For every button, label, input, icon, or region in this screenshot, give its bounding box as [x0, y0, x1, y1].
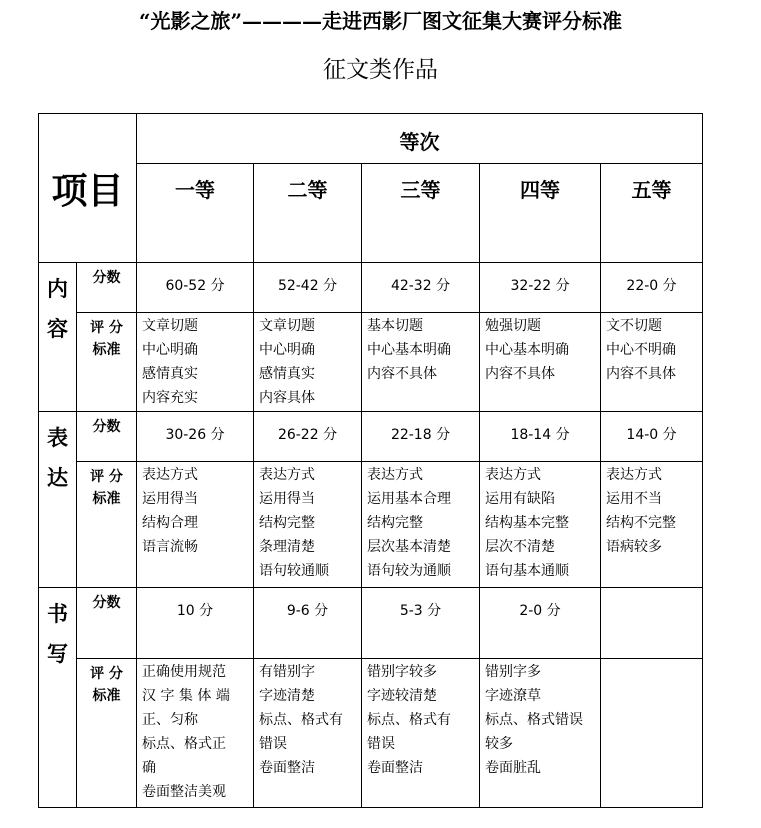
- criteria-line: 结构基本完整: [485, 515, 570, 531]
- criteria-line: 运用不当: [606, 491, 663, 507]
- criteria-line: 文章切题: [259, 318, 316, 334]
- criteria-cell: [137, 659, 254, 808]
- criteria-line: 正确使用规范: [142, 664, 227, 680]
- criteria-line: 表达方式: [142, 467, 199, 483]
- level-header: 五等: [601, 164, 703, 263]
- criteria-line: 感情真实: [142, 366, 199, 382]
- category-char: 书: [47, 601, 68, 626]
- criteria-line: 表达方式: [485, 467, 542, 483]
- criteria-cell: [362, 462, 480, 588]
- criteria-line: 中心明确: [259, 342, 316, 358]
- criteria-cell: [480, 462, 601, 588]
- criteria-line: 条理清楚: [259, 539, 316, 555]
- score-cell: 5-3 分: [362, 588, 480, 659]
- criteria-cell: [362, 313, 480, 412]
- criteria-line: 字迹潦草: [485, 688, 542, 704]
- score-label: 分数: [77, 588, 137, 659]
- item-header: 项目: [39, 114, 137, 263]
- criteria-line: 中心基本明确: [485, 342, 570, 358]
- criteria-line: 表达方式: [259, 467, 316, 483]
- category-cell: [39, 412, 77, 588]
- score-row: [39, 263, 703, 313]
- score-cell: 18-14 分: [480, 412, 601, 462]
- score-cell: 14-0 分: [601, 412, 703, 462]
- criteria-line: 基本切题: [367, 318, 424, 334]
- score-cell: 22-18 分: [362, 412, 480, 462]
- score-cell: 30-26 分: [137, 412, 254, 462]
- criteria-line: 有错别字: [259, 664, 316, 680]
- criteria-cell: [480, 313, 601, 412]
- category-char: 容: [47, 316, 68, 341]
- criteria-line: 正、匀称: [142, 712, 199, 728]
- score-label: 分数: [77, 263, 137, 313]
- criteria-cell: [137, 462, 254, 588]
- criteria-line: 字迹较清楚: [367, 688, 438, 704]
- criteria-line: 字迹清楚: [259, 688, 316, 704]
- criteria-line: 确: [142, 760, 157, 776]
- criteria-label-line: 标准: [92, 342, 121, 358]
- criteria-line: 内容充实: [142, 390, 199, 406]
- criteria-line: 卷面整洁美观: [142, 784, 227, 800]
- criteria-label-line: 标准: [92, 491, 121, 507]
- category-char: 达: [47, 465, 68, 490]
- criteria-line: 中心明确: [142, 342, 199, 358]
- category-char: 写: [47, 641, 68, 666]
- grade-header: 等次: [137, 114, 703, 164]
- criteria-line: 文不切题: [606, 318, 663, 334]
- score-label: 分数: [77, 412, 137, 462]
- criteria-line: 错别字多: [485, 664, 542, 680]
- criteria-label-line: 评 分: [90, 469, 123, 485]
- document-title: “光影之旅”————走进西影厂图文征集大赛评分标准: [138, 9, 622, 33]
- level-header-row: [39, 164, 703, 263]
- criteria-cell: [362, 659, 480, 808]
- score-row: [39, 588, 703, 659]
- criteria-line: 运用有缺陷: [485, 491, 556, 507]
- score-cell: 2-0 分: [480, 588, 601, 659]
- criteria-line: 表达方式: [606, 467, 663, 483]
- criteria-line: 语句较通顺: [259, 563, 330, 579]
- criteria-line: 表达方式: [367, 467, 424, 483]
- criteria-line: 结构完整: [367, 515, 424, 531]
- criteria-cell: [254, 313, 362, 412]
- criteria-label-line: 评 分: [90, 320, 123, 336]
- score-cell: 9-6 分: [254, 588, 362, 659]
- category-char: 表: [47, 425, 68, 450]
- score-cell: 60-52 分: [137, 263, 254, 313]
- criteria-line: 语句较为通顺: [367, 563, 452, 579]
- criteria-label: [77, 313, 137, 412]
- scoring-table: [38, 113, 703, 808]
- criteria-cell: [601, 462, 703, 588]
- criteria-line: 感情真实: [259, 366, 316, 382]
- score-cell: [601, 588, 703, 659]
- criteria-line: 标点、格式正: [142, 736, 227, 752]
- score-cell: 32-22 分: [480, 263, 601, 313]
- score-cell: 22-0 分: [601, 263, 703, 313]
- criteria-line: 层次不清楚: [485, 539, 556, 555]
- category-char: 内: [47, 276, 68, 301]
- score-cell: 26-22 分: [254, 412, 362, 462]
- criteria-line: 标点、格式有: [367, 712, 452, 728]
- criteria-line: 卷面脏乱: [485, 760, 542, 776]
- criteria-line: 标点、格式错误: [485, 712, 584, 728]
- criteria-cell: [137, 313, 254, 412]
- criteria-line: 文章切题: [142, 318, 199, 334]
- criteria-row: [39, 659, 703, 808]
- criteria-label-line: 评 分: [90, 666, 123, 682]
- criteria-line: 结构完整: [259, 515, 316, 531]
- criteria-line: 卷面整洁: [367, 760, 424, 776]
- category-cell: [39, 588, 77, 808]
- criteria-row: [39, 462, 703, 588]
- criteria-line: 内容不具体: [485, 366, 556, 382]
- criteria-line: 运用得当: [259, 491, 316, 507]
- criteria-line: 中心基本明确: [367, 342, 452, 358]
- criteria-row: [39, 313, 703, 412]
- criteria-line: 运用得当: [142, 491, 199, 507]
- criteria-line: 内容不具体: [606, 366, 677, 382]
- criteria-line: 语句基本通顺: [485, 563, 570, 579]
- score-cell: 42-32 分: [362, 263, 480, 313]
- criteria-line: 结构不完整: [606, 515, 677, 531]
- level-header: 三等: [362, 164, 480, 263]
- criteria-label-line: 标准: [92, 688, 121, 704]
- criteria-label: [77, 462, 137, 588]
- score-row: [39, 412, 703, 462]
- criteria-line: 错误: [259, 736, 288, 752]
- criteria-line: 错误: [367, 736, 396, 752]
- criteria-line: 语病较多: [606, 539, 663, 555]
- level-header: 四等: [480, 164, 601, 263]
- document-subtitle: 征文类作品: [323, 57, 438, 83]
- score-cell: 10 分: [137, 588, 254, 659]
- criteria-cell: [254, 462, 362, 588]
- criteria-line: 勉强切题: [485, 318, 542, 334]
- level-header: 二等: [254, 164, 362, 263]
- criteria-line: 较多: [485, 736, 514, 752]
- criteria-line: 错别字较多: [367, 664, 438, 680]
- category-cell: [39, 263, 77, 412]
- criteria-line: 层次基本清楚: [367, 539, 452, 555]
- criteria-line: 中心不明确: [606, 342, 677, 358]
- criteria-cell: [254, 659, 362, 808]
- criteria-line: 卷面整洁: [259, 760, 316, 776]
- criteria-cell: [480, 659, 601, 808]
- criteria-line: 运用基本合理: [367, 491, 452, 507]
- criteria-line: 内容具体: [259, 390, 316, 406]
- criteria-line: 汉 字 集 体 端: [142, 688, 230, 704]
- criteria-line: 内容不具体: [367, 366, 438, 382]
- score-cell: 52-42 分: [254, 263, 362, 313]
- criteria-cell: [601, 313, 703, 412]
- criteria-line: 语言流畅: [142, 539, 199, 555]
- criteria-line: 标点、格式有: [259, 712, 344, 728]
- level-header: 一等: [137, 164, 254, 263]
- criteria-cell: [601, 659, 703, 808]
- criteria-label: [77, 659, 137, 808]
- criteria-line: 结构合理: [142, 515, 199, 531]
